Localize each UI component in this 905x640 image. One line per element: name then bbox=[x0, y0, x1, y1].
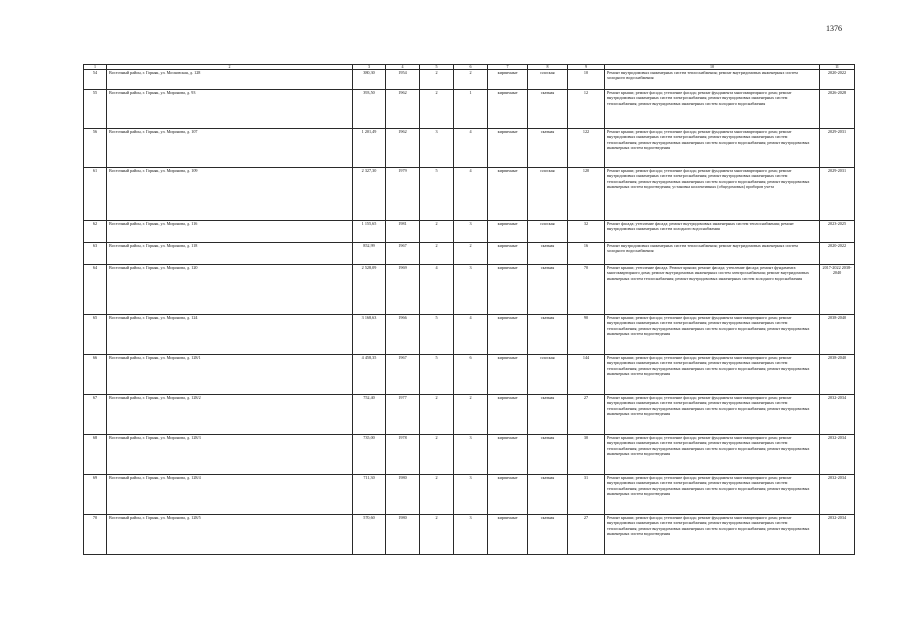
works-cell: Ремонт крыши; ремонт фасада; утепление фасада; ремонт фундамента многоквартирного дома; ремонт внутридомовых инженерных систем электроснабжения; ремонт внутридомовых инженерных систем теплоснабжения; ремонт внутридомовых инженерных систем холодного водоснабжения; ремонт внутридомовых инженерных систем водоотведения bbox=[605, 355, 820, 395]
entrances-cell: 3 bbox=[454, 435, 488, 475]
area-cell: 1 155,65 bbox=[353, 221, 386, 243]
roof-type-cell: плоская bbox=[528, 168, 568, 221]
address-cell: Восточный район, г. Горняк, ул. Миронова, д. 93 bbox=[107, 90, 353, 129]
roof-type-cell: скатная bbox=[528, 475, 568, 515]
roof-type-cell: скатная bbox=[528, 435, 568, 475]
table-row bbox=[84, 243, 855, 265]
area-cell: 570,60 bbox=[353, 515, 386, 555]
area-cell: 711,30 bbox=[353, 475, 386, 515]
works-cell: Ремонт крыши; ремонт фасада; утепление фасада; ремонт фундамента многоквартирного дома; ремонт внутридомовых инженерных систем электроснабжения; ремонт внутридомовых инженерных систем теплоснабжения; ремонт внутридомовых инженерных систем холодного водоснабжения; ремонт внутридомовых инженерных систем водоотведения bbox=[605, 129, 820, 168]
wall-material-cell: кирпичные bbox=[488, 243, 528, 265]
table-row bbox=[84, 315, 855, 355]
roof-type-cell: плоская bbox=[528, 70, 568, 90]
floors-cell: 2 bbox=[420, 70, 454, 90]
year-cell: 1980 bbox=[386, 475, 420, 515]
year-cell: 1978 bbox=[386, 435, 420, 475]
address-cell: Восточный район, г. Горняк, ул. Миронова, д. 120 bbox=[107, 265, 353, 315]
address-cell: Восточный район, г. Горняк, ул. Миронова, д. 128/2 bbox=[107, 395, 353, 435]
floors-cell: 3 bbox=[420, 129, 454, 168]
flats-cell: 16 bbox=[568, 243, 605, 265]
entrances-cell: 4 bbox=[454, 315, 488, 355]
entrances-cell: 2 bbox=[454, 243, 488, 265]
flats-cell: 27 bbox=[568, 395, 605, 435]
table-row bbox=[84, 395, 855, 435]
area-cell: 2 327,30 bbox=[353, 168, 386, 221]
column-number: 5 bbox=[420, 65, 454, 70]
address-cell: Восточный район, г. Горняк, ул. Московская, д. 128 bbox=[107, 70, 353, 90]
table-row bbox=[84, 168, 855, 221]
entrances-cell: 1 bbox=[454, 90, 488, 129]
flats-cell: 12 bbox=[568, 90, 605, 129]
works-cell: Ремонт крыши; ремонт фасада; утепление фасада; ремонт фундамента многоквартирного дома; ремонт внутридомовых инженерных систем электроснабжения; ремонт внутридомовых инженерных систем теплоснабжения; ремонт внутридомовых инженерных систем холодного водоснабжения; ремонт внутридомовых инженерных систем водоотведения bbox=[605, 435, 820, 475]
year-cell: 1979 bbox=[386, 168, 420, 221]
wall-material-cell: кирпичные bbox=[488, 90, 528, 129]
works-cell: Ремонт крыши; ремонт фасада; утепление фасада; ремонт фундамента многоквартирного дома; ремонт внутридомовых инженерных систем электроснабжения; ремонт внутридомовых инженерных систем теплоснабжения; ремонт внутридомовых инженерных систем холодного водоснабжения; ремонт внутридомовых инженерных систем водоотведения bbox=[605, 395, 820, 435]
year-cell: 1980 bbox=[386, 515, 420, 555]
row-number: 64 bbox=[84, 265, 107, 315]
works-cell: Ремонт крыши; ремонт фасада; утепление фасада; ремонт фундамента многоквартирного дома; ремонт внутридомовых инженерных систем электроснабжения; ремонт внутридомовых инженерных систем теплоснабжения; ремонт внутридомовых инженерных систем холодного водоснабжения; ремонт внутридомовых инженерных систем водоотведения; установка коллективных (общедомовых) приборов учета bbox=[605, 168, 820, 221]
row-number: 68 bbox=[84, 435, 107, 475]
wall-material-cell: кирпичные bbox=[488, 70, 528, 90]
address-cell: Восточный район, г. Горняк, ул. Миронова, д. 107 bbox=[107, 129, 353, 168]
row-number: 56 bbox=[84, 129, 107, 168]
roof-type-cell: скатная bbox=[528, 90, 568, 129]
year-cell: 1969 bbox=[386, 265, 420, 315]
row-number: 55 bbox=[84, 90, 107, 129]
year-cell: 1962 bbox=[386, 129, 420, 168]
entrances-cell: 3 bbox=[454, 221, 488, 243]
period-cell: 2020-2022 bbox=[820, 243, 855, 265]
address-cell: Восточный район, г. Горняк, ул. Миронова, д. 116 bbox=[107, 221, 353, 243]
area-cell: 852,99 bbox=[353, 243, 386, 265]
wall-material-cell: кирпичные bbox=[488, 395, 528, 435]
works-cell: Ремонт внутридомовых инженерных систем теплоснабжения; ремонт внутридомовых инженерных систем холодного водоснабжения bbox=[605, 70, 820, 90]
row-number: 63 bbox=[84, 243, 107, 265]
column-number: 11 bbox=[820, 65, 855, 70]
period-cell: 2029-2031 bbox=[820, 168, 855, 221]
period-cell: 2029-2031 bbox=[820, 129, 855, 168]
wall-material-cell: кирпичные bbox=[488, 435, 528, 475]
wall-material-cell: кирпичные bbox=[488, 168, 528, 221]
floors-cell: 2 bbox=[420, 515, 454, 555]
year-cell: 1962 bbox=[386, 90, 420, 129]
column-number: 3 bbox=[353, 65, 386, 70]
wall-material-cell: кирпичные bbox=[488, 355, 528, 395]
period-cell: 2032-2034 bbox=[820, 515, 855, 555]
row-number: 65 bbox=[84, 315, 107, 355]
area-cell: 752,40 bbox=[353, 395, 386, 435]
works-cell: Ремонт крыши; ремонт фасада; утепление фасада; ремонт фундамента многоквартирного дома; ремонт внутридомовых инженерных систем электроснабжения; ремонт внутридомовых инженерных систем теплоснабжения; ремонт внутридомовых инженерных систем холодного водоснабжения; ремонт внутридомовых инженерных систем водоотведения bbox=[605, 475, 820, 515]
roof-type-cell: скатная bbox=[528, 243, 568, 265]
roof-type-cell: скатная bbox=[528, 129, 568, 168]
table-row bbox=[84, 265, 855, 315]
column-number: 9 bbox=[568, 65, 605, 70]
column-number: 10 bbox=[605, 65, 820, 70]
flats-cell: 122 bbox=[568, 129, 605, 168]
row-number: 62 bbox=[84, 221, 107, 243]
works-cell: Ремонт крыши; ремонт фасада; утепление фасада; ремонт фундамента многоквартирного дома; ремонт внутридомовых инженерных систем электроснабжения; ремонт внутридомовых инженерных систем теплоснабжения; ремонт внутридомовых инженерных систем холодного водоснабжения; ремонт внутридомовых инженерных систем водоотведения bbox=[605, 315, 820, 355]
address-cell: Восточный район, г. Горняк, ул. Миронова, д. 118 bbox=[107, 243, 353, 265]
table-row bbox=[84, 221, 855, 243]
address-cell: Восточный район, г. Горняк, ул. Миронова, д. 128/3 bbox=[107, 435, 353, 475]
period-cell: 2038-2040 bbox=[820, 355, 855, 395]
wall-material-cell: кирпичные bbox=[488, 129, 528, 168]
address-cell: Восточный район, г. Горняк, ул. Миронова, д. 109 bbox=[107, 168, 353, 221]
wall-material-cell: кирпичные bbox=[488, 221, 528, 243]
entrances-cell: 2 bbox=[454, 395, 488, 435]
address-cell: Восточный район, г. Горняк, ул. Миронова, д. 128/5 bbox=[107, 515, 353, 555]
area-cell: 1 201,49 bbox=[353, 129, 386, 168]
area-cell: 4 458,35 bbox=[353, 355, 386, 395]
wall-material-cell: кирпичные bbox=[488, 475, 528, 515]
entrances-cell: 2 bbox=[454, 70, 488, 90]
period-cell: 2038-2040 bbox=[820, 315, 855, 355]
area-cell: 2 528,09 bbox=[353, 265, 386, 315]
floors-cell: 2 bbox=[420, 221, 454, 243]
row-number: 66 bbox=[84, 355, 107, 395]
roof-type-cell: плоская bbox=[528, 221, 568, 243]
row-number: 70 bbox=[84, 515, 107, 555]
roof-type-cell: плоская bbox=[528, 355, 568, 395]
year-cell: 1967 bbox=[386, 243, 420, 265]
row-number: 54 bbox=[84, 70, 107, 90]
flats-cell: 90 bbox=[568, 315, 605, 355]
floors-cell: 2 bbox=[420, 90, 454, 129]
floors-cell: 2 bbox=[420, 243, 454, 265]
period-cell: 2026-2028 bbox=[820, 90, 855, 129]
table-row bbox=[84, 355, 855, 395]
period-cell: 2017-2022 2038-2040 bbox=[820, 265, 855, 315]
floors-cell: 5 bbox=[420, 168, 454, 221]
address-cell: Восточный район, г. Горняк, ул. Миронова, д. 124 bbox=[107, 315, 353, 355]
year-cell: 1967 bbox=[386, 355, 420, 395]
housing-register-table bbox=[83, 64, 855, 555]
flats-cell: 27 bbox=[568, 515, 605, 555]
works-cell: Ремонт внутридомовых инженерных систем теплоснабжения; ремонт внутридомовых инженерных систем холодного водоснабжения bbox=[605, 243, 820, 265]
row-number: 69 bbox=[84, 475, 107, 515]
page-number: 1376 bbox=[826, 24, 842, 33]
roof-type-cell: скатная bbox=[528, 265, 568, 315]
roof-type-cell: скатная bbox=[528, 315, 568, 355]
table-row bbox=[84, 90, 855, 129]
flats-cell: 120 bbox=[568, 168, 605, 221]
floors-cell: 5 bbox=[420, 355, 454, 395]
period-cell: 2023-2025 bbox=[820, 221, 855, 243]
entrances-cell: 3 bbox=[454, 515, 488, 555]
table-row bbox=[84, 475, 855, 515]
year-cell: 1977 bbox=[386, 395, 420, 435]
floors-cell: 5 bbox=[420, 315, 454, 355]
flats-cell: 32 bbox=[568, 221, 605, 243]
flats-cell: 31 bbox=[568, 475, 605, 515]
works-cell: Ремонт крыши; ремонт фасада; утепление фасада; ремонт фундамента многоквартирного дома; ремонт внутридомовых инженерных систем электроснабжения; ремонт внутридомовых инженерных систем теплоснабжения; ремонт внутридомовых инженерных систем холодного водоснабжения bbox=[605, 90, 820, 129]
column-number: 7 bbox=[488, 65, 528, 70]
floors-cell: 4 bbox=[420, 265, 454, 315]
floors-cell: 2 bbox=[420, 475, 454, 515]
row-number: 61 bbox=[84, 168, 107, 221]
wall-material-cell: кирпичные bbox=[488, 265, 528, 315]
entrances-cell: 3 bbox=[454, 475, 488, 515]
column-number: 1 bbox=[84, 65, 107, 70]
year-cell: 1981 bbox=[386, 221, 420, 243]
wall-material-cell: кирпичные bbox=[488, 315, 528, 355]
flats-cell: 144 bbox=[568, 355, 605, 395]
address-cell: Восточный район, г. Горняк, ул. Миронова, д. 128/1 bbox=[107, 355, 353, 395]
entrances-cell: 4 bbox=[454, 168, 488, 221]
table-body bbox=[84, 70, 855, 555]
column-number: 8 bbox=[528, 65, 568, 70]
entrances-cell: 4 bbox=[454, 129, 488, 168]
table-row bbox=[84, 129, 855, 168]
area-cell: 393,50 bbox=[353, 90, 386, 129]
works-cell: Ремонт крыши; ремонт фасада; утепление фасада; ремонт фундамента многоквартирного дома; ремонт внутридомовых инженерных систем электроснабжения; ремонт внутридомовых инженерных систем теплоснабжения; ремонт внутридомовых инженерных систем холодного водоснабжения; ремонт внутридомовых инженерных систем водоотведения bbox=[605, 515, 820, 555]
entrances-cell: 3 bbox=[454, 265, 488, 315]
period-cell: 2032-2034 bbox=[820, 435, 855, 475]
floors-cell: 2 bbox=[420, 395, 454, 435]
table-row bbox=[84, 515, 855, 555]
flats-cell: 10 bbox=[568, 70, 605, 90]
period-cell: 2020-2022 bbox=[820, 70, 855, 90]
column-number: 2 bbox=[107, 65, 353, 70]
works-cell: Ремонт крыши; утепление фасада. Ремонт крыши; ремонт фасада; утепление фасада; ремонт фундамента многоквартирного дома; ремонт внутридомовых инженерных систем электроснабжения; ремонт внутридомовых инженерных систем теплоснабжения; ремонт внутридомовых инженерных систем холодного водоснабжения bbox=[605, 265, 820, 315]
area-cell: 380,30 bbox=[353, 70, 386, 90]
period-cell: 2032-2034 bbox=[820, 475, 855, 515]
table-row bbox=[84, 70, 855, 90]
roof-type-cell: скатная bbox=[528, 395, 568, 435]
flats-cell: 70 bbox=[568, 265, 605, 315]
area-cell: 735,00 bbox=[353, 435, 386, 475]
year-cell: 1966 bbox=[386, 315, 420, 355]
entrances-cell: 6 bbox=[454, 355, 488, 395]
period-cell: 2032-2034 bbox=[820, 395, 855, 435]
floors-cell: 2 bbox=[420, 435, 454, 475]
works-cell: Ремонт фасада; утепление фасада; ремонт внутридомовых инженерных систем теплоснабжения; ремонт внутридомовых инженерных систем холодного водоснабжения bbox=[605, 221, 820, 243]
address-cell: Восточный район, г. Горняк, ул. Миронова, д. 128/4 bbox=[107, 475, 353, 515]
year-cell: 1954 bbox=[386, 70, 420, 90]
area-cell: 3 168,63 bbox=[353, 315, 386, 355]
column-number: 6 bbox=[454, 65, 488, 70]
wall-material-cell: кирпичные bbox=[488, 515, 528, 555]
roof-type-cell: скатная bbox=[528, 515, 568, 555]
table-row bbox=[84, 435, 855, 475]
row-number: 67 bbox=[84, 395, 107, 435]
column-number: 4 bbox=[386, 65, 420, 70]
flats-cell: 30 bbox=[568, 435, 605, 475]
